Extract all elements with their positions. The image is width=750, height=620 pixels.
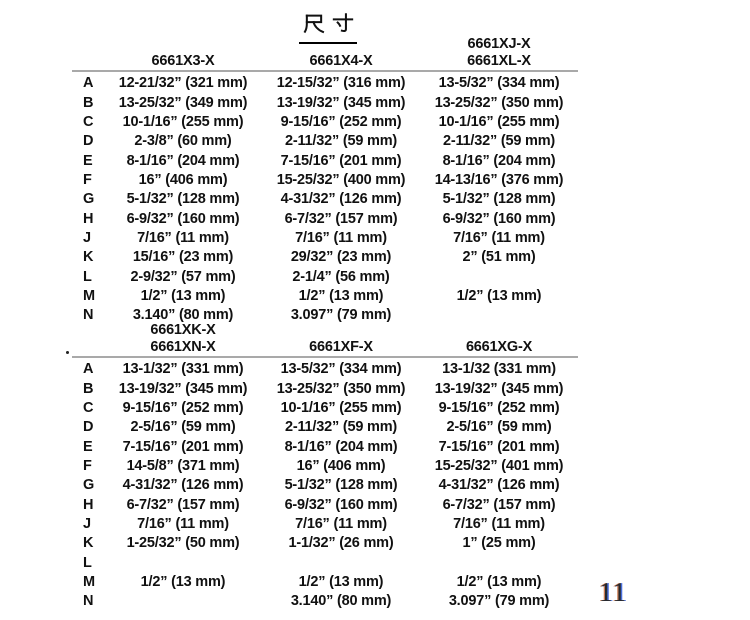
dimension-cell: 15-25/32” (400 mm): [276, 171, 406, 188]
row-label: F: [83, 171, 92, 188]
column-header: [104, 36, 262, 70]
dimension-cell: 7/16” (11 mm): [295, 229, 387, 246]
dimension-cell: 7/16” (11 mm): [295, 515, 387, 532]
table-row: [72, 553, 578, 572]
print-artifact-dot: [66, 351, 69, 354]
row-label: M: [83, 287, 95, 304]
table-header-row: [72, 36, 578, 72]
cjk-glyph-chi-icon: [303, 12, 325, 34]
table-row: [72, 209, 578, 228]
table-header-row: [72, 322, 578, 358]
dimension-cell: 10-1/16” (255 mm): [122, 113, 244, 130]
table-row: [72, 495, 578, 514]
table-row: [72, 190, 578, 209]
dimension-cell: 13-5/32” (334 mm): [438, 75, 560, 92]
table-row: [72, 457, 578, 476]
dimension-cell: 13-1/32” (331 mm): [122, 361, 244, 378]
dimension-cell: 6-7/32” (157 mm): [284, 210, 398, 227]
column-header-line: 6661XJ-X: [467, 36, 531, 52]
dimension-cell: 9-15/16” (252 mm): [122, 399, 244, 416]
dimension-cell: 13-19/32” (345 mm): [434, 380, 564, 397]
dimension-cell: 2-11/32” (59 mm): [442, 133, 556, 150]
table-row: [72, 287, 578, 306]
column-header: [420, 36, 578, 70]
dimension-cell: 13-25/32” (350 mm): [434, 94, 564, 111]
header-corner-cell: [72, 322, 104, 356]
row-label: B: [83, 380, 94, 397]
dimension-cell: 2-11/32” (59 mm): [284, 133, 398, 150]
row-label: N: [83, 593, 94, 610]
dimension-cell: 13-19/32” (345 mm): [276, 94, 406, 111]
dimension-cell: 7/16” (11 mm): [453, 229, 545, 246]
dimension-cell: 10-1/16” (255 mm): [438, 113, 560, 130]
row-label: K: [83, 249, 94, 266]
dimension-cell: 6-9/32” (160 mm): [126, 210, 240, 227]
row-label: F: [83, 457, 92, 474]
dimension-cell: 8-1/16” (204 mm): [126, 152, 240, 169]
dimension-cell: 5-1/32” (128 mm): [442, 191, 556, 208]
dimension-cell: 7/16” (11 mm): [137, 229, 229, 246]
dimension-cell: 1/2” (13 mm): [140, 287, 226, 304]
table-row: [72, 151, 578, 170]
column-header-line: 6661X4-X: [309, 53, 373, 69]
dimension-cell: 9-15/16” (252 mm): [438, 399, 560, 416]
dimension-cell: 8-1/16” (204 mm): [442, 152, 556, 169]
dimension-cell: 1/2” (13 mm): [140, 573, 226, 590]
column-header-line: 6661XK-X: [150, 322, 216, 338]
dimension-cell: 6-9/32” (160 mm): [442, 210, 556, 227]
table-body: [72, 360, 578, 611]
dimension-cell: 9-15/16” (252 mm): [280, 113, 402, 130]
dimension-cell: 6-7/32” (157 mm): [126, 496, 240, 513]
row-label: G: [83, 191, 95, 208]
row-label: L: [83, 554, 92, 571]
table-row: [72, 379, 578, 398]
dimension-cell: 1-25/32” (50 mm): [126, 535, 240, 552]
row-label: D: [83, 133, 94, 150]
row-label: M: [83, 573, 95, 590]
dimension-cell: 8-1/16” (204 mm): [284, 438, 398, 455]
column-header: [262, 322, 420, 356]
page-number: 11: [599, 577, 627, 607]
upper-dimensions-table: [72, 36, 578, 325]
dimension-cell: 16” (406 mm): [138, 171, 228, 188]
dimension-cell: 3.140” (80 mm): [132, 307, 234, 324]
dimension-cell: 15-25/32” (401 mm): [434, 457, 564, 474]
row-label: H: [83, 210, 94, 227]
dimension-cell: 15/16” (23 mm): [132, 249, 234, 266]
table-row: [72, 437, 578, 456]
dimension-cell: 14-13/16” (376 mm): [434, 171, 564, 188]
column-header-line: 6661X3-X: [151, 53, 215, 69]
dimension-cell: 29/32” (23 mm): [290, 249, 392, 266]
dimension-cell: 3.097” (79 mm): [290, 307, 392, 324]
row-label: D: [83, 419, 94, 436]
dimension-cell: 3.097” (79 mm): [448, 593, 550, 610]
dimension-cell: 7-15/16” (201 mm): [122, 438, 244, 455]
dimension-cell: 1/2” (13 mm): [456, 573, 542, 590]
table-row: [72, 418, 578, 437]
dimension-cell: 13-25/32” (350 mm): [276, 380, 406, 397]
dimension-cell: 6-9/32” (160 mm): [284, 496, 398, 513]
table-row: [72, 74, 578, 93]
dimension-cell: 13-25/32” (349 mm): [118, 94, 248, 111]
dimension-cell: 12-15/32” (316 mm): [276, 75, 406, 92]
table-row: [72, 132, 578, 151]
row-label: K: [83, 535, 94, 552]
dimension-cell: 4-31/32” (126 mm): [280, 191, 402, 208]
column-header: [420, 322, 578, 356]
dimension-cell: 2-11/32” (59 mm): [284, 419, 398, 436]
dimension-cell: 1/2” (13 mm): [456, 287, 542, 304]
table-row: [72, 592, 578, 611]
table-row: [72, 399, 578, 418]
dimension-cell: 4-31/32” (126 mm): [438, 477, 560, 494]
dimension-cell: 16” (406 mm): [296, 457, 386, 474]
column-header-line: 6661XN-X: [150, 339, 216, 355]
dimension-cell: 7-15/16” (201 mm): [280, 152, 402, 169]
header-corner-cell: [72, 36, 104, 70]
table-row: [72, 93, 578, 112]
dimension-cell: 2-5/16” (59 mm): [446, 419, 552, 436]
dimension-cell: 7/16” (11 mm): [137, 515, 229, 532]
dimension-cell: 3.140” (80 mm): [290, 593, 392, 610]
dimension-cell: 1/2” (13 mm): [298, 573, 384, 590]
table-body: [72, 74, 578, 325]
dimension-cell: 2-3/8” (60 mm): [134, 133, 232, 150]
dimension-cell: 2-1/4” (56 mm): [292, 268, 390, 285]
dimension-cell: 7/16” (11 mm): [453, 515, 545, 532]
table-row: [72, 534, 578, 553]
column-header-line: 6661XF-X: [309, 339, 373, 355]
row-label: A: [83, 75, 94, 92]
dimension-cell: 13-19/32” (345 mm): [118, 380, 248, 397]
dimension-cell: 2-9/32” (57 mm): [130, 268, 236, 285]
table-row: [72, 267, 578, 286]
row-label: B: [83, 94, 94, 111]
table-row: [72, 360, 578, 379]
column-header-line: 6661XL-X: [467, 53, 531, 69]
dimension-cell: 2” (51 mm): [462, 249, 536, 266]
dimension-cell: 13-1/32 (331 mm): [442, 361, 556, 378]
table-row: [72, 171, 578, 190]
row-label: H: [83, 496, 94, 513]
column-header-line: 6661XG-X: [465, 339, 533, 355]
dimension-cell: 5-1/32” (128 mm): [284, 477, 398, 494]
column-header: [262, 36, 420, 70]
row-label: N: [83, 307, 94, 324]
dimension-cell: 5-1/32” (128 mm): [126, 191, 240, 208]
table-row: [72, 515, 578, 534]
dimension-cell: 2-5/16” (59 mm): [130, 419, 236, 436]
dimension-cell: 13-5/32” (334 mm): [280, 361, 402, 378]
dimension-cell: 6-7/32” (157 mm): [442, 496, 556, 513]
dimension-cell: 7-15/16” (201 mm): [438, 438, 560, 455]
row-label: A: [83, 361, 94, 378]
dimension-cell: 10-1/16” (255 mm): [280, 399, 402, 416]
row-label: E: [83, 438, 93, 455]
dimension-cell: 4-31/32” (126 mm): [122, 477, 244, 494]
cjk-glyph-cun-icon: [332, 12, 354, 34]
table-row: [72, 229, 578, 248]
table-row: [72, 573, 578, 592]
dimension-cell: 14-5/8” (371 mm): [126, 457, 240, 474]
table-row: [72, 113, 578, 132]
dimension-cell: 1-1/32” (26 mm): [288, 535, 394, 552]
row-label: L: [83, 268, 92, 285]
column-header: [104, 322, 262, 356]
dimension-cell: 1” (25 mm): [462, 535, 536, 552]
row-label: G: [83, 477, 95, 494]
dimension-cell: 1/2” (13 mm): [298, 287, 384, 304]
lower-dimensions-table: [72, 322, 578, 611]
row-label: J: [83, 229, 91, 246]
table-row: [72, 476, 578, 495]
row-label: C: [83, 113, 94, 130]
row-label: J: [83, 515, 91, 532]
row-label: C: [83, 399, 94, 416]
dimension-cell: 12-21/32” (321 mm): [118, 75, 248, 92]
table-row: [72, 248, 578, 267]
page-title-text: [328, 12, 329, 13]
row-label: E: [83, 152, 93, 169]
